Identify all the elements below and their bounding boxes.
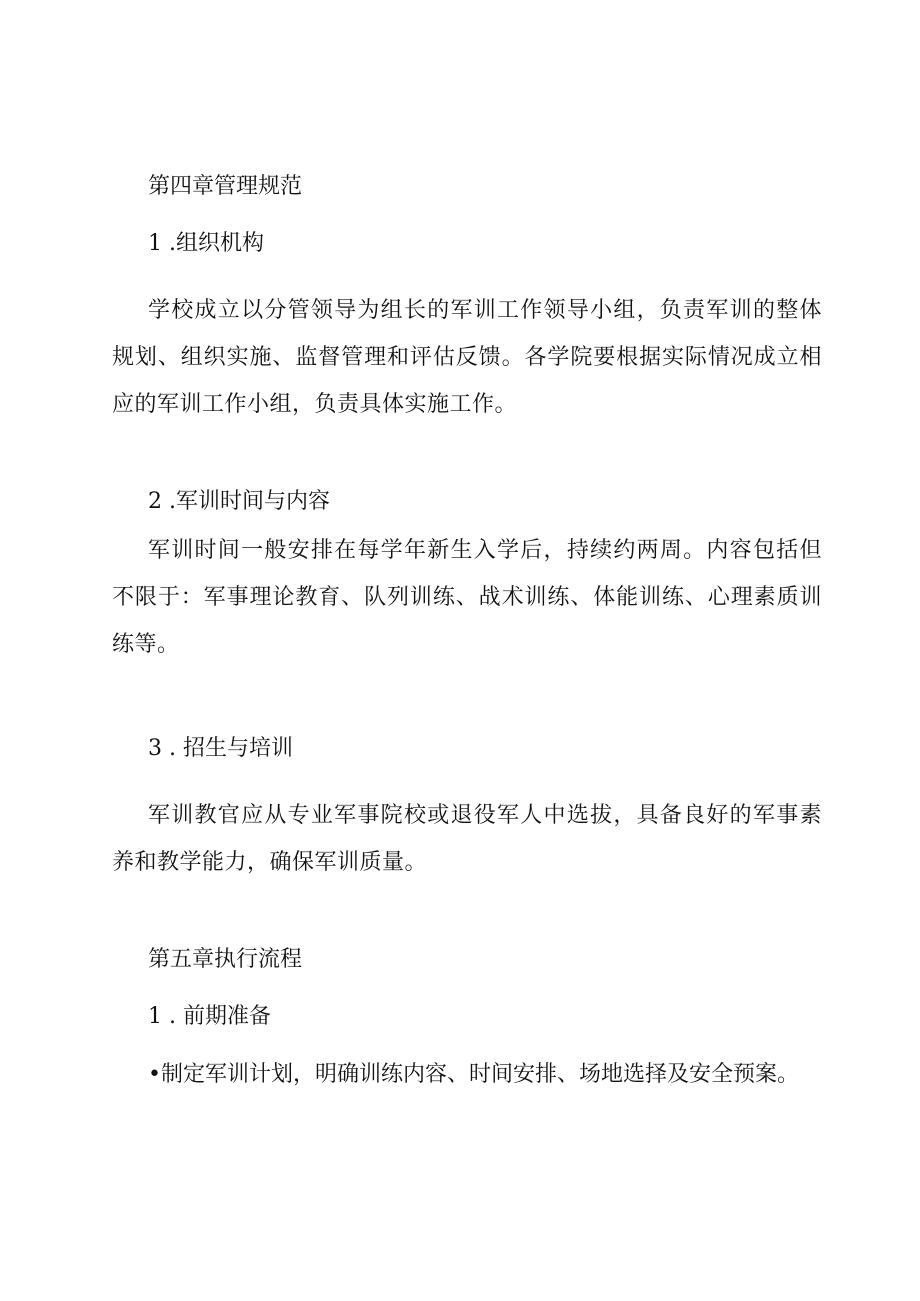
section-1-body: 学校成立以分管领导为组长的军训工作领导小组，负责军训的整体规划、组织实施、监督管理和评估反馈。各学院要根据实际情况成立相应的军训工作小组，负责具体实施工作。 bbox=[112, 298, 822, 417]
chapter-5-title: 第五章执行流程 bbox=[148, 947, 303, 972]
section-3-body: 军训教官应从专业军事院校或退役军人中选拔，具备良好的军事素养和教学能力，确保军训质量。 bbox=[112, 803, 822, 875]
section-2-body: 军训时间一般安排在每学年新生入学后，持续约两周。内容包括但不限于：军事理论教育、队列训练、战术训练、体能训练、心理素质训练等。 bbox=[112, 538, 822, 657]
section-1-heading: 1 .组织机构 bbox=[148, 231, 264, 256]
chapter-4-title: 第四章管理规范 bbox=[148, 174, 303, 199]
chapter-5-bullet-item: •制定军训计划，明确训练内容、时间安排、场地选择及安全预案。 bbox=[148, 1062, 799, 1087]
section-3-heading: 3 . 招生与培训 bbox=[148, 736, 293, 761]
section-2-heading: 2 .军训时间与内容 bbox=[148, 489, 330, 514]
chapter-5-section-1-heading: 1 . 前期准备 bbox=[148, 1004, 271, 1029]
